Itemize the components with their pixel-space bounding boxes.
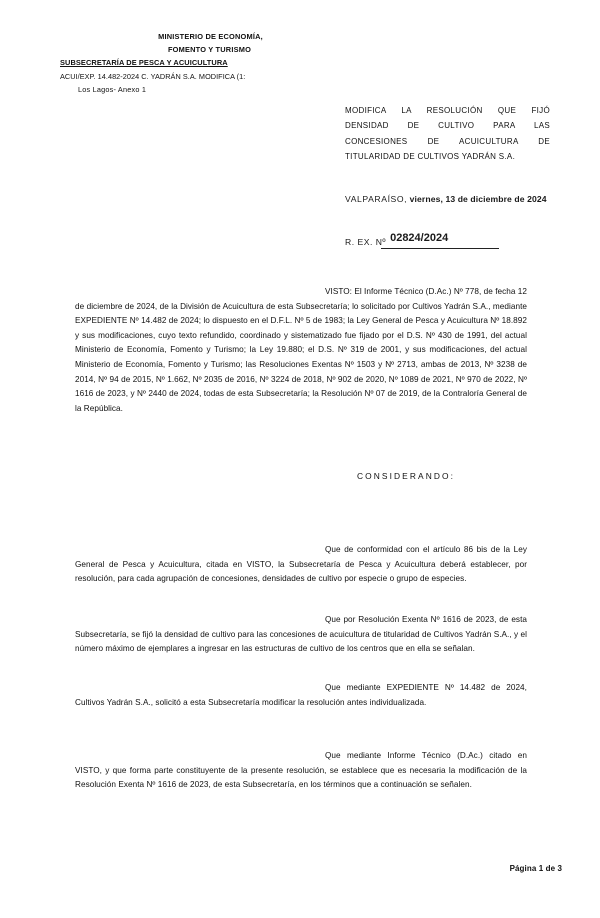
region-annex-line: Los Lagos- Anexo 1	[78, 84, 147, 94]
considerando-3-body: 2024, Cultivos Yadrán S.A., solicitó a esta Subsecretaría modificar la resolución antes individualizada.	[75, 683, 527, 707]
issue-date: viernes, 13 de diciembre de 2024	[409, 194, 547, 204]
resolution-number-rule	[381, 248, 499, 249]
considerando-heading: CONSIDERANDO:	[357, 471, 456, 481]
considerando-paragraph-2	[75, 613, 527, 657]
file-reference-line: ACUI/EXP. 14.482-2024 C. YADRÁN S.A. MODIFICA (1:	[60, 71, 246, 81]
letterhead	[60, 30, 345, 96]
considerando-3-lead: Que mediante EXPEDIENTE Nº 14.482 de	[325, 683, 501, 692]
considerando-2-lead: Que por Resolución Exenta Nº 1616 de	[325, 615, 473, 624]
page-number-footer: Página 1 de 3	[509, 864, 562, 873]
visto-body: fecha 12 de diciembre de 2024, de la División de Acuicultura de esta Subsecretaría; lo solicitado por Cultivos Yadrán S.A., mediante EXPEDIENTE Nº 14.482 de 2024; lo dispuesto en el D.F.L. Nº 5 de 1983; la Ley General de Pesca y Acuicultura Nº 18.892 y sus modificaciones, cuyo texto refundido, coordinado y sistematizado fue fijado por el D.S. Nº 430 de 1991, del actual Ministerio de Economía, Fomento y Turismo; la Ley 19.880; el D.S. Nº 319 de 2001, y sus modificaciones, del actual Ministerio de Economía, Fomento y Turismo; las Resoluciones Exentas Nº 1503 y Nº 2713, ambas de 2013, Nº 3238 de 2014, Nº 94 de 2015, Nº 1.662, Nº 2035 de 2016, Nº 3224 de 2018, Nº 902 de 2020, Nº 1089 de 2021, Nº 970 de 2022, Nº 1616 de 2023, y Nº 2440 de 2024, todas de esta Subsecretaría; la Resolución Nº 07 de 2019, de la Contraloría General de la República.	[75, 287, 528, 413]
resolution-number-label: R. EX. Nº	[345, 237, 387, 247]
resolution-title-block	[345, 103, 550, 165]
considerando-paragraph-4	[75, 749, 527, 793]
title-line-1: MODIFICA LA RESOLUCIÓN QUE FIJÓ	[345, 106, 550, 115]
visto-paragraph	[75, 285, 527, 416]
considerando-paragraph-3	[75, 681, 527, 710]
issuing-city: VALPARAÍSO,	[345, 194, 408, 204]
resolution-number-value: 02824/2024	[390, 232, 449, 244]
resolution-number-block	[345, 232, 449, 247]
considerando-2-body: 2023, de esta Subsecretaría, se fijó la densidad de cultivo para las concesiones de acuicultura de titularidad de Cultivos Yadrán S.A., y el número máximo de ejemplares a ingresar en las estructuras de cultivo de los centros que en ella se señalan.	[75, 615, 527, 654]
considerando-1-lead: Que de conformidad con el artículo 86 bis	[325, 545, 488, 554]
considerando-4-lead: Que mediante Informe Técnico (D.Ac.)	[325, 751, 483, 760]
considerando-4-body: citado en VISTO, y que forma parte constituyente de la presente resolución, se establece que es necesaria la modificación de la Resolución Exenta Nº 1616 de 2023, de esta Subsecretaría, en los términos que a continuación se señalen.	[75, 751, 527, 790]
title-line-2: DENSIDAD DE CULTIVO PARA LAS	[345, 121, 550, 131]
visto-lead: VISTO: El Informe Técnico (D.Ac.) Nº 778, de	[325, 287, 493, 296]
ministry-line-2: FOMENTO Y TURISMO	[167, 45, 252, 55]
title-line-3: CONCESIONES DE ACUICULTURA DE	[345, 136, 550, 146]
title-line-4: TITULARIDAD DE CULTIVOS YADRÁN S.A.	[345, 152, 516, 162]
subsecretariat-line: SUBSECRETARÍA DE PESCA Y ACUICULTURA	[60, 58, 228, 68]
considerando-1-body: de la Ley General de Pesca y Acuicultura, citada en VISTO, la Subsecretaría de Pesca y Acuicultura deberá establecer, por resolución, para cada agrupación de concesiones, densidades de cultivo por especie o grupo de especies.	[75, 545, 527, 584]
place-and-date	[345, 194, 547, 204]
ministry-line-1: MINISTERIO DE ECONOMÍA,	[158, 32, 263, 41]
considerando-paragraph-1	[75, 543, 527, 587]
